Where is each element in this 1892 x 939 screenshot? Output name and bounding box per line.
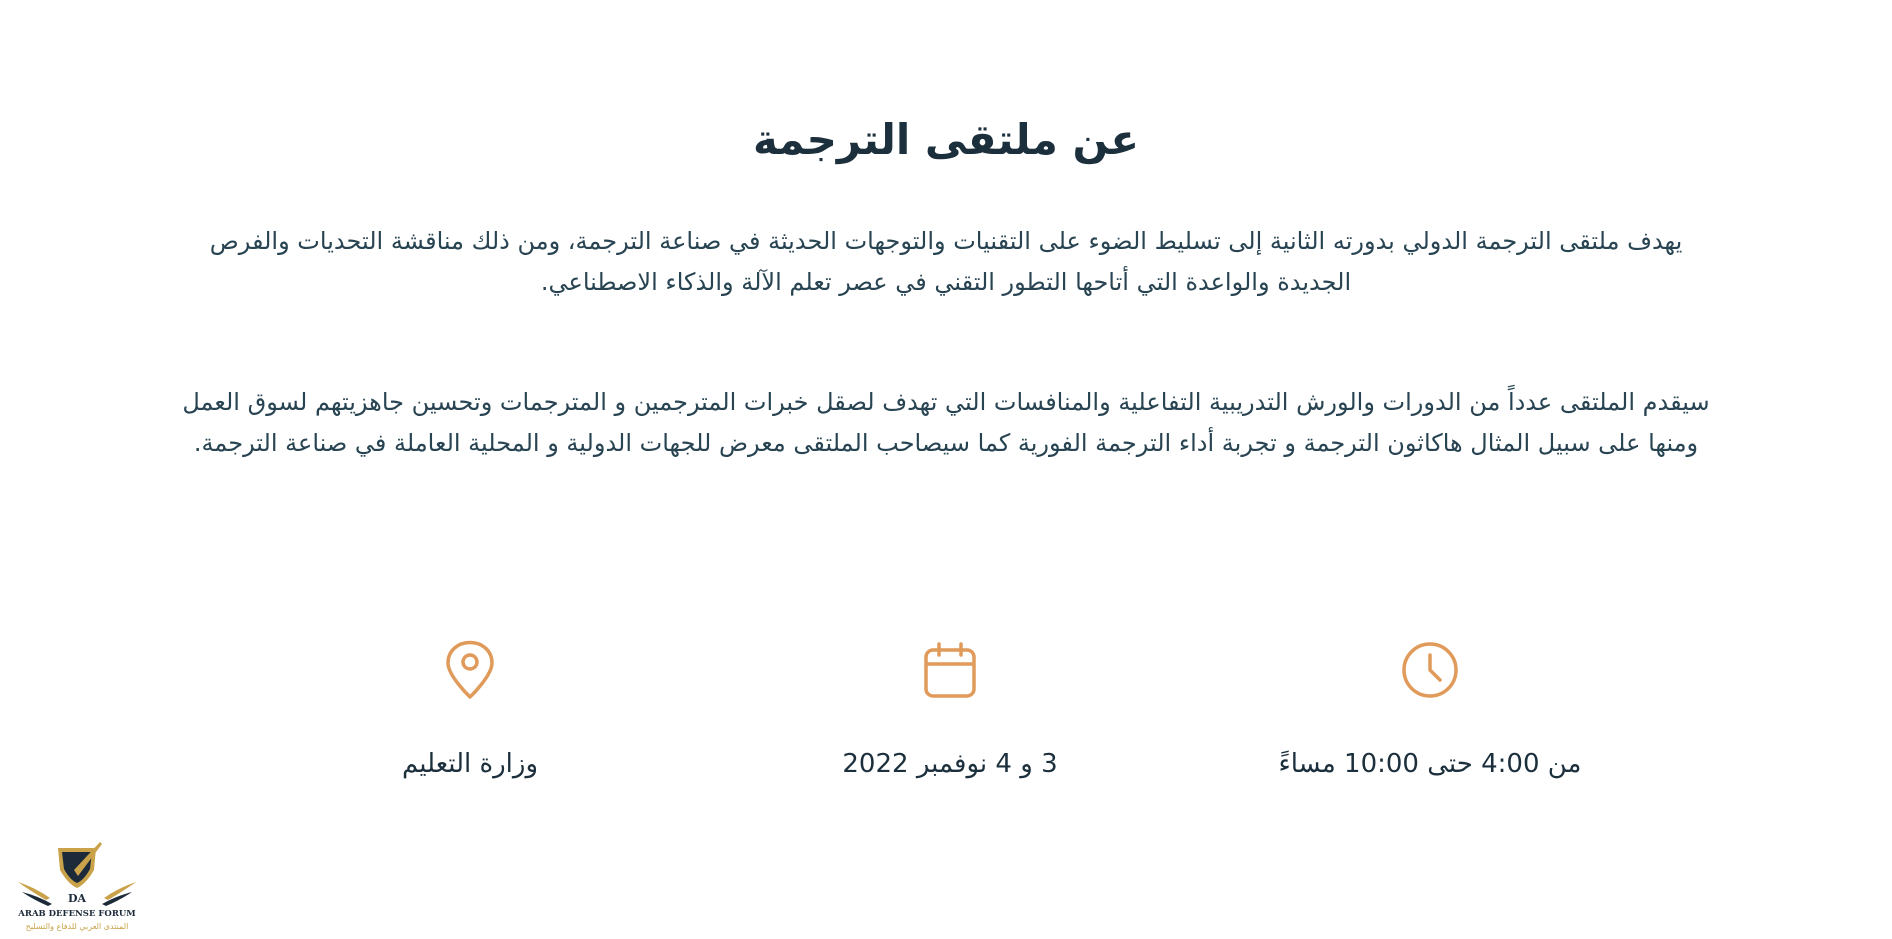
- time-label: من 4:00 حتى 10:00 مساءً: [1278, 749, 1582, 779]
- clock-icon: [1400, 640, 1460, 700]
- date-label: 3 و 4 نوفمبر 2022: [842, 749, 1058, 779]
- logo-name-en: ARAB DEFENSE FORUM: [18, 909, 136, 919]
- page-title: عن ملتقى الترجمة: [752, 115, 1140, 164]
- logo-name-ar: المنتدى العربي للدفاع والتسليح: [25, 922, 129, 931]
- info-item-date: [740, 640, 1160, 782]
- intro-paragraph: يهدف ملتقى الترجمة الدولي بدورته الثانية إلى تسليط الضوء على التقنيات والتوجهات الحديثة في صناعة الترجمة، ومن ذلك مناقشة التحديات والفرص الجديدة والواعدة التي أتاحها التطور التقني في عصر تعلم الآلة والذكاء الاصطناعي.: [209, 227, 1683, 296]
- info-item-place: [260, 640, 680, 782]
- place-label: وزارة التعليم: [401, 749, 539, 779]
- logo-monogram: DA: [67, 892, 87, 905]
- details-paragraph: سيقدم الملتقى عدداً من الدورات والورش التدريبية التفاعلية والمنافسات التي تهدف لصقل خبرات المترجمين و المترجمات وتحسين جاهزيتهم لسوق العمل ومنها على سبيل المثال هاكاثون الترجمة و تجربة أداء الترجمة الفورية كما سيصاحب الملتقى معرض للجهات الدولية و المحلية العاملة في صناعة الترجمة.: [182, 388, 1710, 457]
- location-pin-icon: [440, 640, 500, 700]
- calendar-icon: [920, 640, 980, 700]
- arab-defense-forum-logo: [14, 840, 140, 936]
- info-item-time: [1220, 640, 1640, 782]
